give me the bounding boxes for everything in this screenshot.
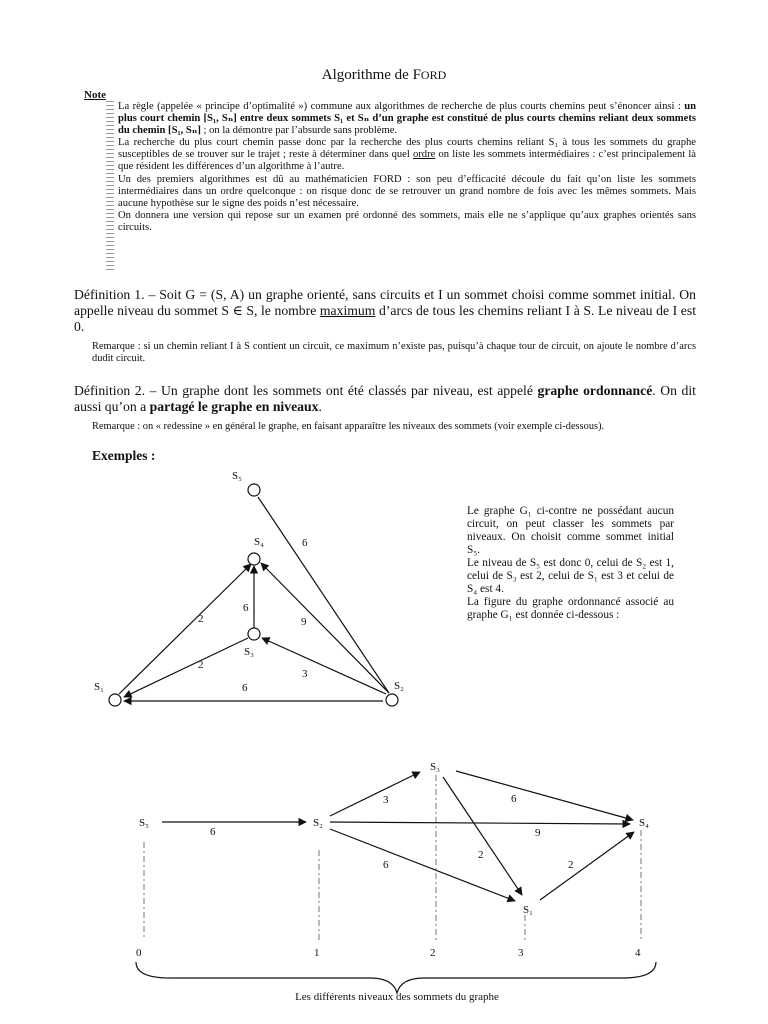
weight-s1-s4: 2 <box>568 859 574 871</box>
weight-s1-s4: 2 <box>198 613 204 625</box>
graph-description: Le graphe G₁ ci-contre ne possédant aucun circuit, on peut classer les sommets par niveaux. On choisit comme sommet initial S₅. Le niveau de S₅ est donc 0, celui de S₂ est 1, celui de S₃ est 2, celui de S₁ est 3 et celui de S₄ est 4. La figure du graphe ordonnancé associé au graphe G₁ est donnée ci-dessous : <box>467 505 674 621</box>
definition-2-remark: Remarque : on « redessine » en général le graphe, en faisant apparaître les niveaux des sommets (voir exemple ci-dessous). <box>92 421 605 432</box>
weight-s2-s1: 6 <box>383 859 389 871</box>
label-s4: S₄ <box>639 817 649 829</box>
label-s1: S₁ <box>94 681 104 693</box>
weight-s3-s4: 6 <box>243 602 249 614</box>
weight-s2-s1: 6 <box>242 682 248 694</box>
note-paragraph-4: On donnera une version qui repose sur un examen pré ordonné des sommets, mais elle ne s’applique qu’aux graphes orientés sans circuits. <box>118 209 696 233</box>
level-0: 0 <box>136 947 142 959</box>
label-s2: S₂ <box>313 817 323 829</box>
weight-s5-s2: 6 <box>210 826 216 838</box>
weight-s2-s4: 9 <box>535 827 541 839</box>
examples-heading: Exemples : <box>92 448 156 463</box>
note-paragraph-1: La règle (appelée « principe d’optimalité ») commune aux algorithmes de recherche de plus courts chemins peut s’énoncer ainsi : un plus court chemin [S₁, Sₙ] entre deux sommets S₁ et Sₙ d’un graphe est constitué de plus courts chemins reliant deux sommets du chemin [S₁, Sₙ] ; on la démontre par l’absurde sans problème. <box>118 101 696 137</box>
label-s2: S₂ <box>394 680 404 692</box>
label-s1: S₁ <box>523 904 533 916</box>
label-s5: S₅ <box>232 470 242 482</box>
edge-s2-s1 <box>330 829 515 901</box>
weight-s2-s4: 9 <box>301 616 307 628</box>
level-1: 1 <box>314 947 320 959</box>
edge-s2-s4 <box>330 822 630 824</box>
weight-s3-s4: 6 <box>511 793 517 805</box>
edge-s3-s4 <box>456 771 633 820</box>
label-s4: S₄ <box>254 536 264 548</box>
level-2: 2 <box>430 947 436 959</box>
label-s3: S₃ <box>430 761 440 773</box>
label-s3: S₃ <box>244 646 254 658</box>
weight-s2-s3: 3 <box>302 668 308 680</box>
edge-s2-s3 <box>330 772 420 816</box>
definition-1: Définition 1. – Soit G = (S, A) un graphe orienté, sans circuits et I un sommet choisi comme sommet initial. On appelle niveau du sommet S ∈ S, le nombre maximum d’arcs de tous les chemins reliant I à S. Le niveau de I est 0. <box>74 287 696 334</box>
note-paragraph-2: La recherche du plus court chemin passe donc par la recherche des plus courts chemins reliant S₁ à tous les sommets du graphe susceptibles de se trouver sur le trajet ; reste à déterminer dans quel ordre on liste les sommets intermédiaires : c’est principalement là que résident les différences d’un algorithme à l’autre. <box>118 137 696 173</box>
page-title: Algorithme de FORD <box>321 67 447 83</box>
level-4: 4 <box>635 947 641 959</box>
level-3: 3 <box>518 947 524 959</box>
definition-2: Définition 2. – Un graphe dont les sommets ont été classés par niveau, est appelé graphe ordonnancé. On dit aussi qu’on a partagé le graphe en niveaux. <box>74 383 696 414</box>
definition-1-remark: Remarque : si un chemin reliant I à S contient un circuit, ce maximum n’existe pas, puisqu’à chaque tour de circuit, on ajoute le nombre d’arcs dudit circuit. <box>92 341 696 365</box>
level-brace <box>136 962 656 993</box>
levels-caption: Les différents niveaux des sommets du graphe <box>295 991 499 1003</box>
note-paragraph-3: Un des premiers algorithmes est dû au mathématicien FORD : son peu d’efficacité découle du fait qu’on liste les sommets intermédiaires dans un ordre quelconque : on risque donc de se retrouver un grand nombre de fois avec les mêmes sommets. Mais aucune hypothèse sur le signe des poids n’est nécessaire. <box>118 173 696 209</box>
edge-s1-s4 <box>540 832 634 900</box>
note-label: Note <box>84 89 106 101</box>
label-s5: S₅ <box>139 817 149 829</box>
weight-s3-s1: 2 <box>478 849 484 861</box>
weight-s2-s3: 3 <box>383 794 389 806</box>
weight-s3-s1: 2 <box>198 659 204 671</box>
weight-s5-s4: 6 <box>302 537 308 549</box>
